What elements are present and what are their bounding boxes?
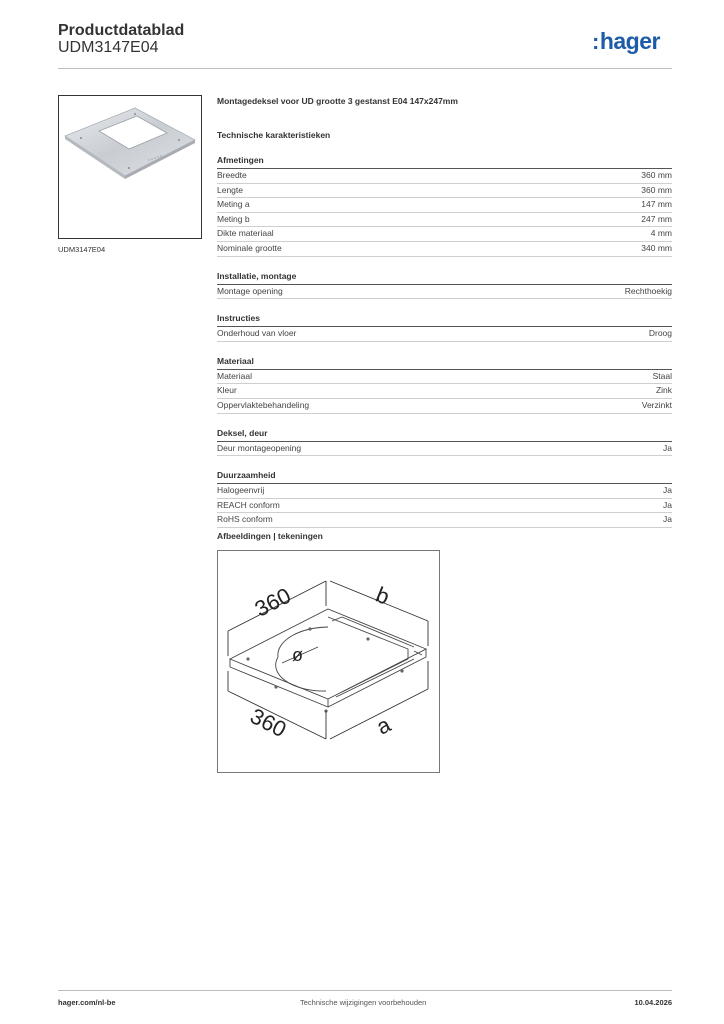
spec-label: Nominale grootte bbox=[217, 242, 282, 253]
header-divider bbox=[58, 68, 672, 69]
footer-divider bbox=[58, 990, 672, 991]
label-b: b bbox=[372, 581, 394, 610]
spec-row bbox=[217, 499, 672, 514]
specifications bbox=[217, 96, 672, 528]
spec-label: RoHS conform bbox=[217, 514, 273, 525]
spec-value: Zink bbox=[655, 385, 672, 396]
product-photo-frame bbox=[58, 95, 202, 239]
spec-value: Ja bbox=[663, 499, 672, 510]
spec-row bbox=[217, 169, 672, 184]
spec-value: 360 mm bbox=[641, 184, 672, 195]
label-a: a bbox=[372, 711, 395, 740]
section-deksel-deur bbox=[217, 428, 672, 457]
spec-row bbox=[217, 442, 672, 457]
document-title: Productdatablad bbox=[58, 22, 185, 39]
spec-label: Kleur bbox=[217, 385, 237, 396]
spec-value: Rechthoekig bbox=[624, 285, 672, 296]
technical-drawing-frame bbox=[217, 550, 440, 773]
spec-label: Onderhoud van vloer bbox=[217, 328, 297, 339]
plate-top-face bbox=[230, 609, 426, 699]
section-duurzaamheid bbox=[217, 470, 672, 528]
spec-row bbox=[217, 198, 672, 213]
spec-label: Dikte materiaal bbox=[217, 228, 274, 239]
spec-row bbox=[217, 242, 672, 257]
section-title: Instructies bbox=[217, 313, 672, 327]
drawings-heading: Afbeeldingen | tekeningen bbox=[217, 531, 323, 541]
spec-row bbox=[217, 213, 672, 228]
spec-value: 340 mm bbox=[641, 242, 672, 253]
spec-row bbox=[217, 370, 672, 385]
footer-date: 10.04.2026 bbox=[634, 998, 672, 1007]
footer-website-link[interactable]: hager.com/nl-be bbox=[58, 998, 116, 1007]
spec-label: Lengte bbox=[217, 184, 243, 195]
label-360-bottom: 360 bbox=[246, 703, 291, 743]
section-instructies bbox=[217, 313, 672, 342]
footer-disclaimer: Technische wijzigingen voorbehouden bbox=[300, 998, 427, 1007]
section-title: Materiaal bbox=[217, 356, 672, 370]
spec-label: Materiaal bbox=[217, 370, 252, 381]
spec-label: Meting a bbox=[217, 199, 250, 210]
spec-value: 247 mm bbox=[641, 213, 672, 224]
section-afmetingen bbox=[217, 155, 672, 257]
spec-row bbox=[217, 227, 672, 242]
spec-label: REACH conform bbox=[217, 499, 280, 510]
spec-label: Breedte bbox=[217, 170, 247, 180]
product-description: Montagedeksel voor UD grootte 3 gestanst E04 147x247mm bbox=[217, 96, 458, 106]
spec-row bbox=[217, 327, 672, 342]
logo-text: hager bbox=[599, 28, 660, 54]
spec-row bbox=[217, 484, 672, 499]
section-title: Duurzaamheid bbox=[217, 470, 672, 484]
label-diameter: ø bbox=[292, 645, 303, 665]
section-title: Afmetingen bbox=[217, 155, 672, 169]
spec-row bbox=[217, 184, 672, 199]
label-360-top: 360 bbox=[250, 582, 295, 622]
logo-colon-icon: : bbox=[592, 29, 599, 54]
plate-left-edge bbox=[230, 659, 328, 707]
technical-drawing bbox=[218, 551, 439, 772]
spec-value: 360 mm bbox=[641, 170, 672, 180]
spec-value: Ja bbox=[663, 514, 672, 525]
spec-value: Verzinkt bbox=[641, 399, 672, 410]
plate-right-edge bbox=[328, 649, 426, 707]
spec-value: 4 mm bbox=[650, 228, 672, 239]
product-photo-image bbox=[59, 96, 201, 238]
spec-row bbox=[217, 399, 672, 414]
spec-label: Meting b bbox=[217, 213, 250, 224]
section-installatie bbox=[217, 271, 672, 300]
spec-label: Oppervlaktebehandeling bbox=[217, 399, 310, 410]
spec-value: Ja bbox=[663, 485, 672, 496]
spec-value: Droog bbox=[648, 328, 672, 339]
photo-caption: UDM3147E04 bbox=[58, 245, 106, 254]
section-title: Installatie, montage bbox=[217, 271, 672, 285]
spec-row bbox=[217, 285, 672, 300]
spec-label: Deur montageopening bbox=[217, 442, 302, 453]
section-title: Deksel, deur bbox=[217, 428, 672, 442]
spec-label: Montage opening bbox=[217, 285, 283, 296]
spec-value: 147 mm bbox=[641, 199, 672, 210]
spec-row bbox=[217, 513, 672, 528]
tech-heading: Technische karakteristieken bbox=[217, 130, 331, 140]
spec-value: Staal bbox=[652, 370, 672, 381]
spec-label: Halogeenvrij bbox=[217, 485, 265, 496]
section-materiaal bbox=[217, 356, 672, 414]
product-code: UDM3147E04 bbox=[58, 39, 159, 56]
hager-logo bbox=[592, 28, 660, 55]
spec-value: Ja bbox=[663, 442, 672, 453]
spec-row bbox=[217, 384, 672, 399]
